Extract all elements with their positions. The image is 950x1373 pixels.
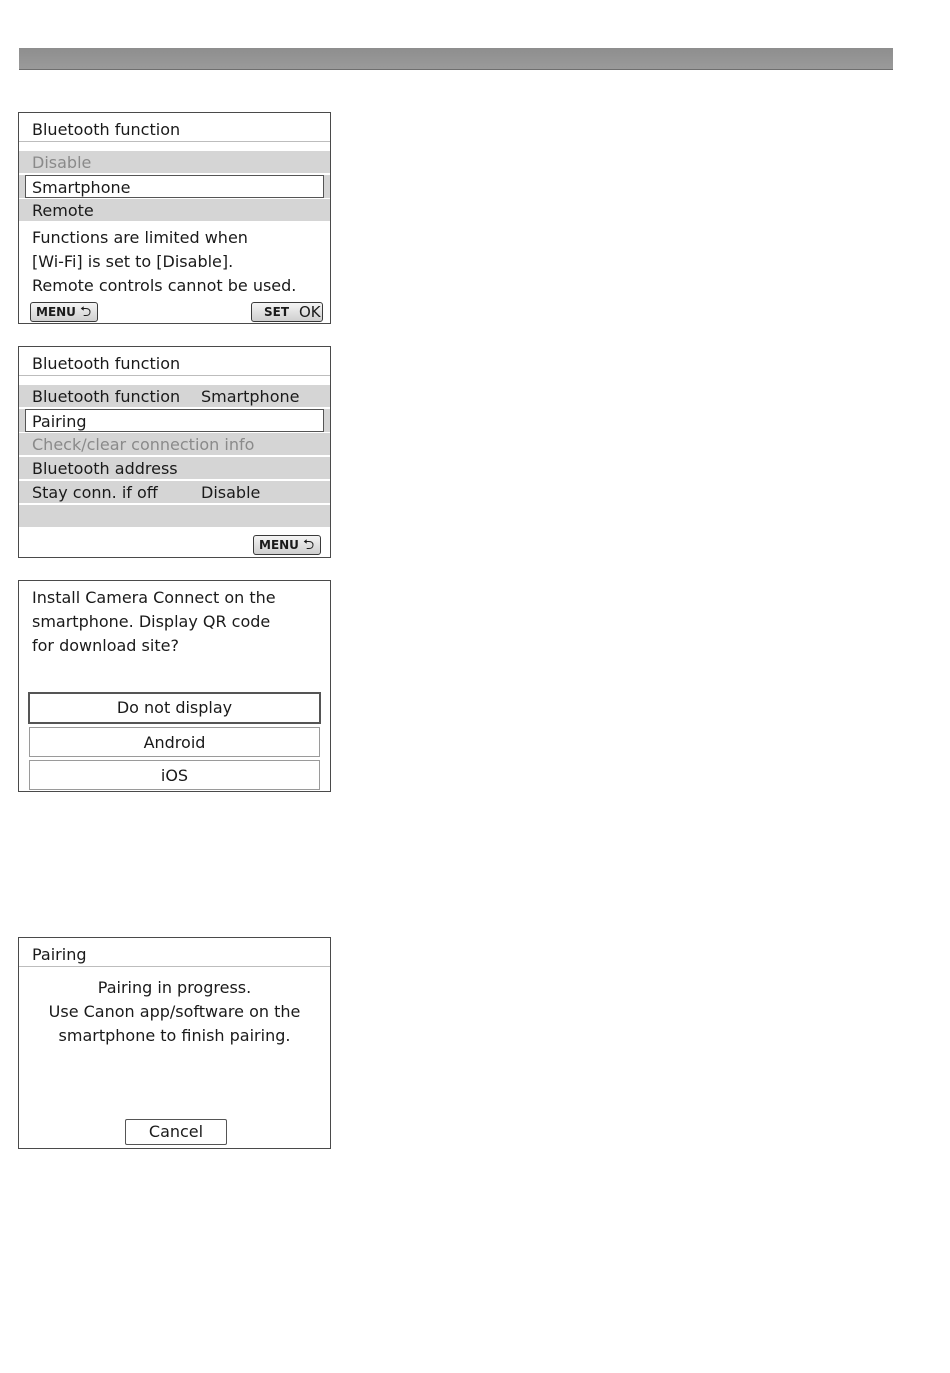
camera-connect-dialog [18,580,331,792]
bluetooth-function-screen [18,112,331,324]
dialog-message-line: Install Camera Connect on the [32,588,276,607]
option-smartphone[interactable] [25,175,324,198]
option-label: Disable [32,153,92,172]
title-divider [19,141,330,142]
title-divider [19,375,330,376]
screen-title: Bluetooth function [32,120,181,139]
setting-pairing[interactable] [25,409,324,432]
empty-row [19,505,330,528]
setting-label: Check/clear connection info [32,435,255,454]
set-key-label: SET [264,305,290,319]
setting-label: Pairing [32,412,87,431]
ok-label: OK [299,303,321,321]
setting-label: Stay conn. if off [32,483,158,502]
screen-title: Bluetooth function [32,354,181,373]
dialog-message-line: for download site? [32,636,179,655]
setting-bluetooth-address[interactable] [19,457,330,480]
pairing-message-line: smartphone to finish pairing. [58,1026,291,1045]
title-divider [19,966,330,967]
dialog-message-line: smartphone. Display QR code [32,612,271,631]
setting-value: Smartphone [201,387,300,406]
setting-stay-connected[interactable] [19,481,330,504]
android-button[interactable]: Android [29,727,320,757]
option-disable[interactable] [19,151,330,174]
pairing-message-line: Pairing in progress. [97,978,252,997]
selection-edge [324,175,330,198]
set-ok-button[interactable] [251,302,323,322]
screen-title: Pairing [32,945,87,964]
pairing-message-line: Use Canon app/software on the [48,1002,301,1021]
setting-bluetooth-function[interactable] [19,385,330,408]
option-remote[interactable] [19,199,330,222]
option-label: Smartphone [32,178,131,197]
page-header-bar [19,48,893,70]
info-message-line: [Wi-Fi] is set to [Disable]. [32,252,234,271]
info-message-line: Functions are limited when [32,228,248,247]
do-not-display-button[interactable]: Do not display [28,692,321,724]
return-arrow-icon: ⮌ [303,537,315,553]
menu-key-label: MENU [36,305,76,319]
setting-check-clear-connection[interactable] [19,433,330,456]
setting-value: Disable [201,483,261,502]
return-arrow-icon: ⮌ [80,304,92,320]
menu-back-button[interactable] [253,535,321,555]
info-message-line: Remote controls cannot be used. [32,276,297,295]
selection-edge [324,409,330,432]
ios-button[interactable]: iOS [29,760,320,790]
option-label: Remote [32,201,94,220]
pairing-screen [18,937,331,1149]
cancel-button[interactable]: Cancel [125,1119,227,1145]
menu-key-label: MENU [259,538,299,552]
menu-back-button[interactable] [30,302,98,322]
bluetooth-settings-screen [18,346,331,558]
setting-label: Bluetooth address [32,459,178,478]
setting-label: Bluetooth function [32,387,181,406]
